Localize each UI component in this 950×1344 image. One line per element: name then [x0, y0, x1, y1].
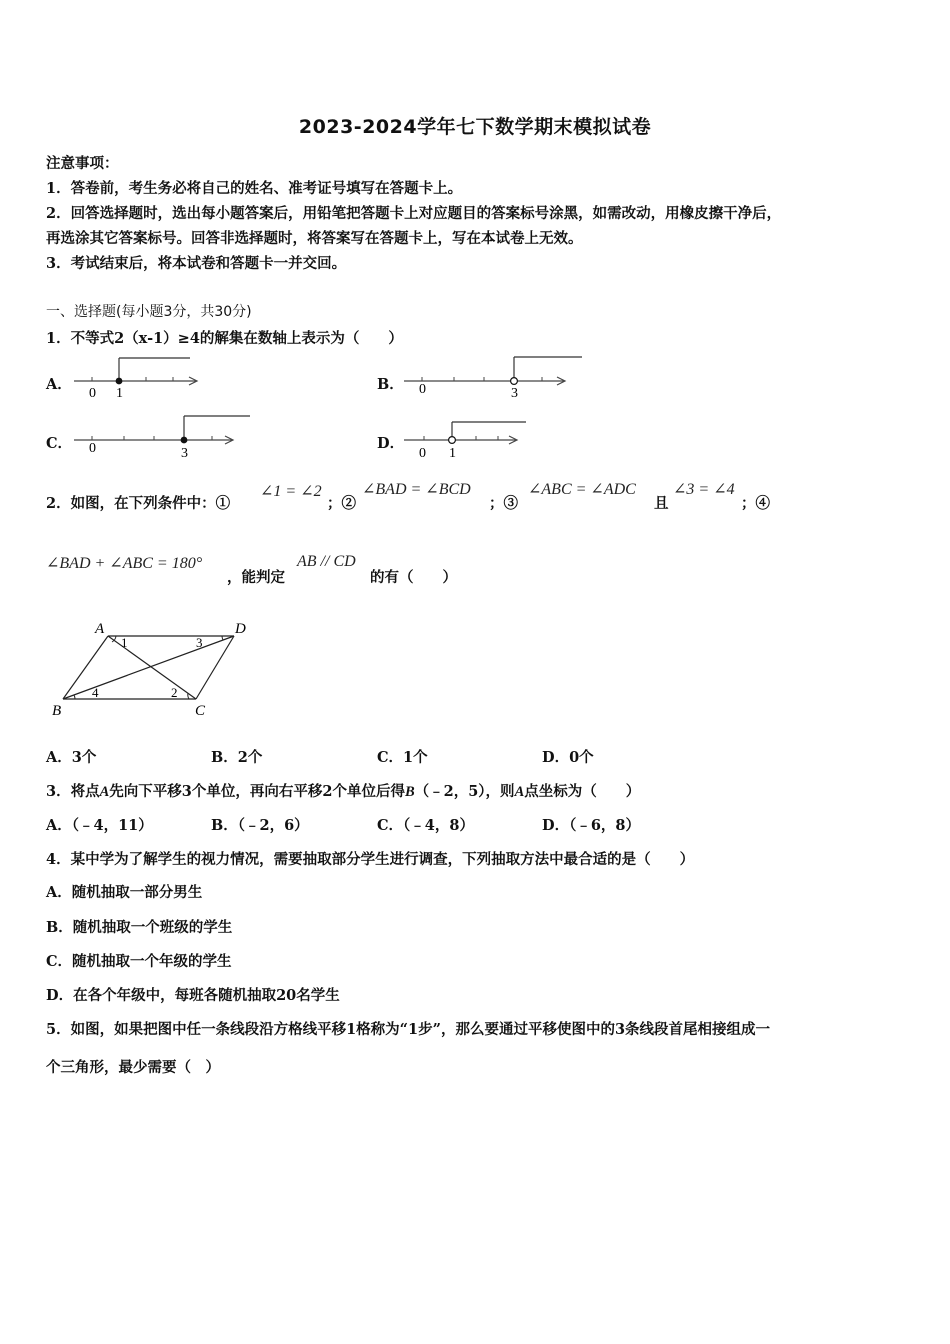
vertex-d-label: D — [235, 621, 246, 637]
origin-label: 0 — [89, 441, 96, 456]
origin-label: 0 — [89, 386, 96, 401]
q2-target: AB // CD — [297, 553, 356, 570]
point-label: 3 — [181, 446, 188, 461]
q2-option-c: C．1个 — [377, 749, 428, 766]
q1-option-a-label: A． — [46, 376, 72, 393]
q1-option-b-numberline — [402, 352, 592, 404]
q2-option-a: A．3个 — [46, 749, 97, 766]
notice-item: 1．答卷前，考生务必将自己的姓名、准考证号填写在答题卡上。 — [46, 180, 463, 197]
q4-option-d: D．在各个年级中，每班各随机抽取20名学生 — [46, 987, 340, 1004]
q2-condition-2: ∠BAD = ∠BCD — [362, 481, 471, 498]
point-label: 1 — [449, 446, 456, 461]
origin-label: 0 — [419, 446, 426, 461]
q1-option-d-label: D． — [377, 435, 405, 452]
q4-option-c: C．随机抽取一个年级的学生 — [46, 953, 232, 970]
vertex-c-label: C — [195, 703, 206, 719]
vertex-b-label: B — [52, 703, 62, 719]
q4-stem: 4．某中学为了解学生的视力情况，需要抽取部分学生进行调查，下列抽取方法中最合适的是（ ） — [46, 851, 695, 868]
q3-option-d: D．（﹣6，8） — [542, 817, 641, 834]
q1-option-c-label: C． — [46, 435, 73, 452]
notice-heading: 注意事项： — [46, 155, 119, 172]
origin-label: 0 — [419, 382, 426, 397]
section-heading: 一、选择题(每小题3分，共30分) — [46, 304, 252, 320]
q1-stem: 1．不等式2（x-1）≥4的解集在数轴上表示为（ ） — [46, 330, 403, 347]
q2-condition-1: ∠1 = ∠2 — [260, 483, 322, 500]
q2-sep: ；③ — [489, 495, 518, 512]
notice-item: 2．回答选择题时，选出每小题答案后，用铅笔把答题卡上对应题目的答案标号涂黑，如需改动，用橡皮擦干净后， — [46, 205, 782, 222]
q3-stem: 3．将点A先向下平移3个单位，再向右平移2个单位后得B（﹣2，5），则A点坐标为（ ） — [46, 783, 641, 800]
q1-option-b-label: B． — [377, 376, 404, 393]
angle-4-label: 4 — [92, 685, 99, 700]
q3-option-b: B．（﹣2，6） — [211, 817, 309, 834]
notice-item: 3．考试结束后，将本试卷和答题卡一并交回。 — [46, 255, 347, 272]
q4-option-b: B．随机抽取一个班级的学生 — [46, 919, 233, 936]
q5-stem-line1: 5．如图，如果把图中任一条线段沿方格线平移1格称为“1步”，那么要通过平移使图中的3条线段首尾相接组成一 — [46, 1021, 771, 1038]
q5-stem-line2: 个三角形，最少需要（ ） — [46, 1059, 220, 1076]
q2-prefix: 2．如图，在下列条件中：① — [46, 495, 231, 512]
q3-option-c: C．（﹣4，8） — [377, 817, 474, 834]
q2-condition-5: ∠BAD + ∠ABC = 180° — [46, 555, 203, 572]
point-label: 1 — [116, 386, 123, 401]
q2-option-d: D．0个 — [542, 749, 594, 766]
angle-2-label: 2 — [171, 685, 178, 700]
q2-suffix: 的有（ ） — [370, 569, 457, 586]
q2-condition-4: ∠3 = ∠4 — [673, 481, 735, 498]
q1-option-d-numberline — [402, 412, 542, 464]
page-title: 2023-2024学年七下数学期末模拟试卷 — [298, 116, 652, 138]
q2-and: 且 — [654, 495, 669, 512]
q1-option-a-numberline — [72, 352, 212, 404]
parallelogram-figure — [48, 618, 258, 722]
q4-option-a: A．随机抽取一部分男生 — [46, 884, 203, 901]
angle-3-label: 3 — [196, 635, 203, 650]
q1-option-c-numberline — [72, 410, 257, 462]
vertex-a-label: A — [95, 621, 105, 637]
notice-item: 再选涂其它答案标号。回答非选择题时，将答案写在答题卡上，写在本试卷上无效。 — [46, 230, 583, 247]
q2-sep: ；④ — [741, 495, 770, 512]
q2-option-b: B．2个 — [211, 749, 263, 766]
q2-sep: ；② — [327, 495, 356, 512]
q2-condition-3: ∠ABC = ∠ADC — [528, 481, 636, 498]
angle-1-label: 1 — [121, 635, 128, 650]
q2-mid: ，能判定 — [227, 569, 285, 586]
point-label: 3 — [511, 386, 518, 401]
q3-option-a: A．（﹣4，11） — [46, 817, 153, 834]
